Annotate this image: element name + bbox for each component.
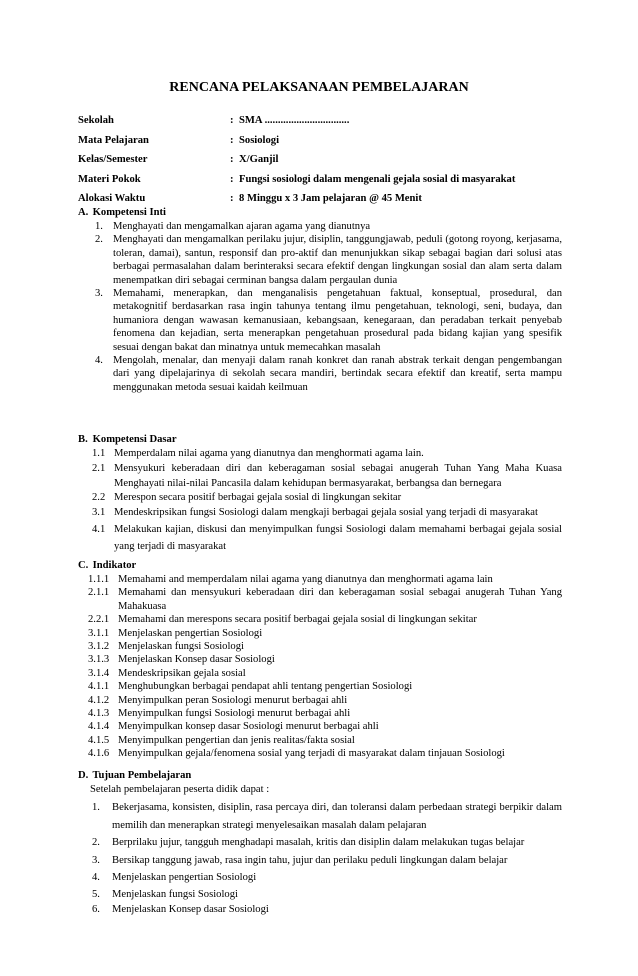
list-item: 4.1 Melakukan kajian, diskusi dan menyimpulkan fungsi Sosiologi dalam memahami berbagai gejala sosial yang terjadi di masyarakat bbox=[92, 523, 562, 553]
identity-key: Alokasi Waktu bbox=[78, 193, 146, 205]
identity-value: Fungsi sosiologi dalam mengenali gejala sosial di masyarakat bbox=[239, 173, 516, 185]
identity-table bbox=[78, 111, 578, 209]
identity-key: Mata Pelajaran bbox=[78, 134, 149, 146]
section-tujuan-pembelajaran bbox=[78, 768, 562, 918]
section-indikator bbox=[78, 558, 562, 761]
identity-row-mata-pelajaran: Mata Pelajaran : Sosiologi bbox=[78, 131, 578, 151]
list-item: 2.1 Mensyukuri keberadaan diri dan keberagaman sosial sebagai anugerah Tuhan Yang Maha Kuasa Menghayati nilai-nilai Pancasila dalam kehidupan bermasyarakat, berbangsa dan bernegara bbox=[92, 462, 562, 489]
identity-value: X/Ganjil bbox=[239, 154, 279, 166]
section-heading: C. Indikator bbox=[78, 560, 137, 571]
list-item: 2. Menghayati dan mengamalkan perilaku jujur, disiplin, tanggungjawab, peduli (gotong royong, kerjasama, toleran, damai), santun, responsif dan pro-aktif dan menunjukkan sikap sebagai bagian dari solusi atas berbagai permasalahan dalam berinteraksi secara efektif dengan lingkungan sosial dan alam serta dalam menempatkan diri sebagai cerminan bangsa dalam pergaulan dunia bbox=[95, 234, 562, 286]
list-item: 6. Menjelaskan Konsep dasar Sosiologi bbox=[92, 904, 269, 916]
document-title: RENCANA PELAKSANAAN PEMBELAJARAN bbox=[169, 80, 469, 95]
section-heading: B. Kompetensi Dasar bbox=[78, 434, 177, 445]
identity-row-alokasi-waktu: Alokasi Waktu : 8 Minggu x 3 Jam pelajaran @ 45 Menit bbox=[78, 189, 578, 209]
list-item: 3.1.1 Menjelaskan pengertian Sosiologi bbox=[88, 627, 263, 639]
list-item: 2. Berprilaku jujur, tangguh menghadapi masalah, kritis dan disiplin dalam melakukan tugas belajar bbox=[92, 837, 525, 849]
list-item: 2.1.1 Memahami dan mensyukuri keberadaan diri dan keberagaman sosial sebagai anugerah Tuhan Yang Mahakuasa bbox=[88, 587, 562, 612]
list-item: 1.1.1 Memahami and memperdalam nilai agama yang dianutnya dan menghormati agama lain bbox=[88, 574, 493, 585]
list-item: 3.1.4 Mendeskripsikan gejala sosial bbox=[88, 667, 246, 679]
identity-row-materi-pokok: Materi Pokok : Fungsi sosiologi dalam mengenali gejala sosial di masyarakat bbox=[78, 170, 578, 190]
section-kompetensi-inti bbox=[78, 205, 562, 394]
identity-value: Sosiologi bbox=[239, 134, 280, 146]
list-item: 4.1.3 Menyimpulkan fungsi Sosiologi menurut berbagai ahli bbox=[88, 708, 351, 720]
list-item: 5. Menjelaskan fungsi Sosiologi bbox=[92, 888, 238, 900]
identity-key: Materi Pokok bbox=[78, 173, 141, 185]
list-item: 3. Bersikap tanggung jawab, rasa ingin tahu, jujur dan perilaku peduli lingkungan dalam belajar bbox=[92, 854, 508, 866]
identity-key: Sekolah bbox=[78, 115, 114, 126]
identity-key: Kelas/Semester bbox=[78, 154, 148, 166]
section-heading: D. Tujuan Pembelajaran bbox=[78, 770, 192, 781]
list-item: 1.1 Memperdalam nilai agama yang dianutnya dan menghormati agama lain. bbox=[92, 448, 424, 459]
list-item: 3. Memahami, menerapkan, dan menganalisis pengetahuan faktual, konseptual, prosedural, dan metakognitif berdasarkan rasa ingin tahunya tentang ilmu pengetahuan, teknologi, seni, budaya, dan humaniora dengan wawasan kemanusiaan, kebangsaan, kenegaraan, dan peradaban terkait penyebab fenomena dan kejadian, serta menerapkan pengetahuan prosedural pada bidang kajian yang spesifik sesuai dengan bakat dan minatnya untuk memecahkan masalah bbox=[95, 288, 562, 353]
section-kompetensi-dasar bbox=[78, 432, 562, 556]
list-item: 4.1.4 Menyimpulkan konsep dasar Sosiologi menurut berbagai ahli bbox=[88, 721, 379, 733]
identity-row-sekolah: Sekolah : SMA ................................ bbox=[78, 111, 578, 131]
identity-value: 8 Minggu x 3 Jam pelajaran @ 45 Menit bbox=[239, 193, 422, 205]
list-item: 2.2 Merespon secara positif berbagai gejala sosial di lingkungan sekitar bbox=[92, 492, 402, 504]
section-heading: A. Kompetensi Inti bbox=[78, 207, 166, 218]
list-item: 3.1.2 Menjelaskan fungsi Sosiologi bbox=[88, 641, 244, 653]
list-item: 2.2.1 Memahami dan merespons secara positif berbagai gejala sosial di lingkungan sekitar bbox=[88, 614, 477, 626]
list-item: 4. Mengolah, menalar, dan menyaji dalam ranah konkret dan ranah abstrak terkait dengan pengembangan dari yang dipelajarinya di sekolah secara mandiri, bertindak secara efektif dan kreatif, serta mampu menggunakan metoda sesuai kaidah keilmuan bbox=[95, 355, 562, 393]
list-item: 3.1.3 Menjelaskan Konsep dasar Sosiologi bbox=[88, 654, 275, 666]
identity-value: SMA ................................ bbox=[239, 115, 350, 126]
list-item: 1. Bekerjasama, konsisten, disiplin, rasa percaya diri, dan toleransi dalam perbedaan strategi berpikir dalam memilih dan menerapkan strategi menyelesaikan masalah dalam pelajaran bbox=[92, 802, 562, 831]
identity-row-kelas-semester: Kelas/Semester : X/Ganjil bbox=[78, 150, 578, 170]
list-item: 4.1.2 Menyimpulkan peran Sosiologi menurut berbagai ahli bbox=[88, 694, 348, 706]
list-item: 1. Menghayati dan mengamalkan ajaran agama yang dianutnya bbox=[95, 221, 371, 232]
list-item: 4. Menjelaskan pengertian Sosiologi bbox=[92, 872, 257, 884]
list-item: 4.1.5 Menyimpulkan pengertian dan jenis realitas/fakta sosial bbox=[88, 734, 355, 746]
list-item: 4.1.6 Menyimpulkan gejala/fenomena sosial yang terjadi di masyarakat dalam tinjauan Sosiologi bbox=[88, 748, 505, 760]
list-item: 4.1.1 Menghubungkan berbagai pendapat ahli tentang pengertian Sosiologi bbox=[88, 681, 413, 693]
section-intro: Setelah pembelajaran peserta didik dapat : bbox=[90, 784, 270, 795]
list-item: 3.1 Mendeskripsikan fungsi Sosiologi dalam mengkaji berbagai gejala sosial yang terjadi di masyarakat bbox=[92, 507, 538, 519]
